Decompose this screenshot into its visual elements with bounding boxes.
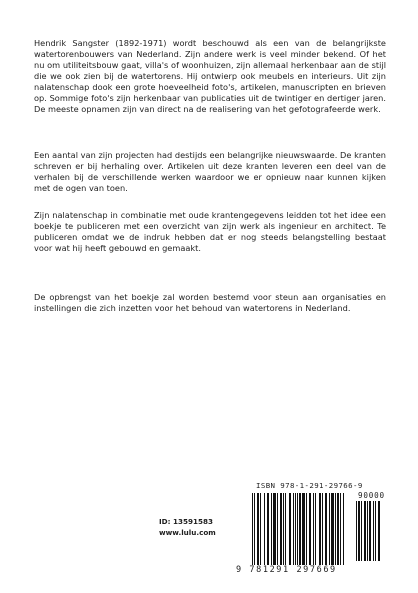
paragraph-publication: Zijn nalatenschap in combinatie met oude krantengegevens leidden tot het idee een boekje te publiceren met een overzicht van zijn werk als ingenieur en architect. Te publiceren omdat we de indruk hebben dat er nog steeds belangstelling bestaat voor wat hij heeft gebouwd en gemaakt. — [34, 210, 386, 253]
addon-barcode-bars — [356, 501, 390, 561]
paragraph-news: Een aantal van zijn projecten had destijds een belangrijke nieuwswaarde. De kranten schreven er bij herhaling over. Artikelen uit deze kranten leveren een deel van de verhalen bij de verschillende werken waardoor we er opnieuw naar kunnen kijken met de ogen van toen. — [34, 150, 386, 193]
paragraph-proceeds: De opbrengst van het boekje zal worden bestemd voor steun aan organisaties en instellingen die zich inzetten voor het behoud van watertorens in Nederland. — [34, 292, 386, 313]
addon-digits: 90000 — [358, 491, 385, 500]
publisher-url: www.lulu.com — [159, 528, 216, 537]
ean-barcode-bars — [252, 493, 352, 565]
isbn-label: ISBN 978-1-291-29766-9 — [256, 481, 363, 490]
ean-digits: 9 781291 297669 — [236, 565, 337, 575]
publisher-id-label: ID: 13591583 — [159, 517, 214, 526]
isbn-barcode — [222, 479, 396, 577]
publisher-id-box — [139, 509, 217, 547]
paragraph-intro: Hendrik Sangster (1892-1971) wordt beschouwd als een van de belangrijkste watertorenbouwers van Nederland. Zijn andere werk is veel minder bekend. Of het nu om utiliteitsbouw gaat, villa's of woonhuizen, zijn allemaal herkenbaar aan de stijl die we ook zien bij de watertorens. Hij ontwierp ook meubels en interieurs. Uit zijn nalatenschap dook een grote hoeveelheid foto's, artikelen, manuscripten en brieven op. Sommige foto's zijn herkenbaar van publicaties uit de twintiger en dertiger jaren. De meeste opnamen zijn van direct na de realisering van het gefotografeerde werk. — [34, 38, 386, 114]
